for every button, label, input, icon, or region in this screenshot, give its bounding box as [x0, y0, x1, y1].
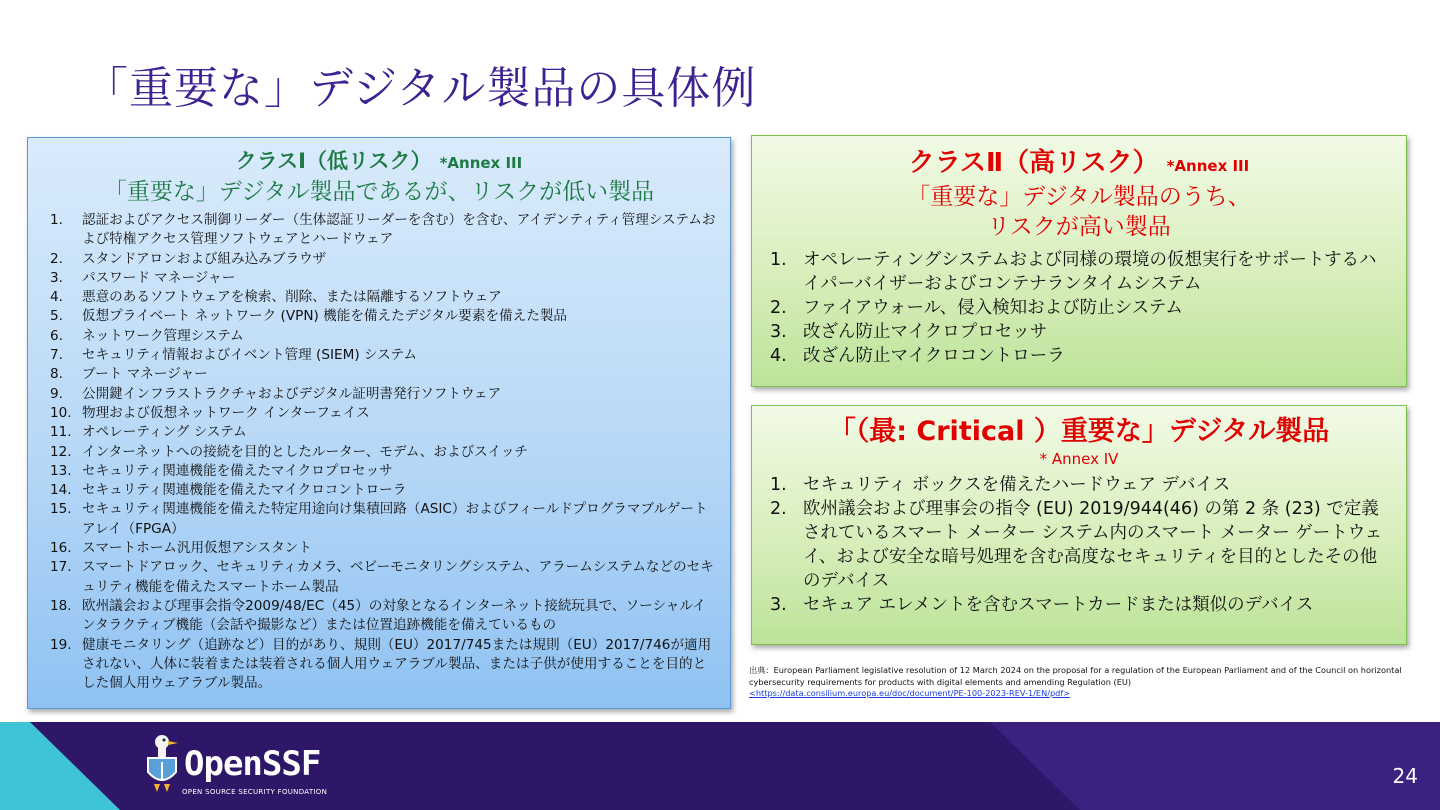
list-item	[50, 365, 718, 384]
list-item-number: 4.	[770, 346, 787, 366]
list-item	[50, 423, 718, 442]
class2-panel	[751, 135, 1407, 387]
class1-heading	[28, 148, 730, 176]
list-item	[50, 636, 718, 694]
list-item-number: 11.	[50, 424, 72, 441]
list-item-text: 悪意のあるソフトウェアを検索、削除、または隔離するソフトウェア	[82, 289, 502, 306]
list-item-number: 5.	[50, 308, 63, 325]
list-item-number: 2.	[770, 499, 787, 519]
list-item-text: 認証およびアクセス制御リーダー（生体認証リーダーを含む）を含む、アイデンティティ管理システムおよび特権アクセス管理ソフトウェアとハードウェア	[82, 212, 716, 248]
list-item-text: 改ざん防止マイクロコントローラ	[803, 346, 1065, 366]
list-item-text: スマートホーム汎用仮想アシスタント	[82, 540, 312, 557]
list-item	[770, 248, 1390, 296]
list-item-number: 3.	[770, 322, 787, 342]
list-item-number: 13.	[50, 462, 72, 479]
list-item	[50, 288, 718, 307]
list-item	[770, 593, 1390, 617]
page-number: 24	[1392, 764, 1418, 788]
list-item	[50, 500, 718, 539]
list-item-text: ファイアウォール、侵入検知および防止システム	[803, 298, 1183, 318]
list-item-text: セキュリティ ボックスを備えたハードウェア デバイス	[803, 475, 1231, 495]
list-item-text: 欧州議会および理事会の指令 (EU) 2019/944(46) の第 2 条 (23) で定義されているスマート メーター システム内のスマート メーター ゲートウェイ、および安全な暗号処理を含む高度なセキュリティを目的としたその他のデバイス	[803, 499, 1383, 591]
list-item-text: 物理および仮想ネットワーク インターフェイス	[82, 404, 370, 421]
logo-text: OpenSSF	[184, 744, 321, 784]
footer-bar	[0, 722, 1440, 810]
source-citation	[749, 665, 1409, 700]
list-item-text: 公開鍵インフラストラクチャおよびデジタル証明書発行ソフトウェア	[82, 385, 502, 402]
list-item-number: 19.	[50, 636, 72, 653]
list-item-number: 9.	[50, 385, 63, 402]
list-item	[50, 211, 718, 250]
list-item	[770, 296, 1390, 320]
list-item-text: 改ざん防止マイクロプロセッサ	[803, 322, 1048, 342]
list-item	[50, 269, 718, 288]
list-item	[770, 320, 1390, 344]
class1-list	[28, 211, 730, 693]
list-item	[50, 404, 718, 423]
list-item-text: ネットワーク管理システム	[82, 327, 244, 344]
list-item	[50, 327, 718, 346]
list-item-number: 1.	[770, 250, 787, 270]
list-item-text: オペレーティング システム	[82, 424, 247, 441]
list-item-text: ブート マネージャー	[82, 366, 208, 383]
list-item-number: 2.	[50, 250, 63, 267]
list-item	[770, 344, 1390, 368]
openssf-goose-logo-icon	[142, 732, 182, 794]
list-item-text: セキュリティ関連機能を備えたマイクロプロセッサ	[82, 462, 393, 479]
list-item	[50, 307, 718, 326]
list-item-text: パスワード マネージャー	[82, 269, 236, 286]
list-item-number: 1.	[770, 475, 787, 495]
class2-heading-text: クラスⅡ（高リスク）	[908, 148, 1159, 178]
list-item-number: 7.	[50, 347, 63, 364]
critical-panel	[751, 405, 1407, 645]
list-item	[50, 597, 718, 636]
list-item-text: オペレーティングシステムおよび同様の環境の仮想実行をサポートするハイパーバイザーおよびコンテナランタイムシステム	[803, 250, 1377, 294]
list-item	[50, 481, 718, 500]
list-item-number: 14.	[50, 482, 72, 499]
class2-heading	[752, 147, 1406, 182]
class1-panel	[27, 137, 731, 709]
class2-annex: *Annex III	[1166, 157, 1250, 175]
list-item	[770, 473, 1390, 497]
list-item-number: 16.	[50, 540, 72, 557]
class1-annex: *Annex III	[439, 154, 523, 172]
list-item-text: スマートドアロック、セキュリティカメラ、ベビーモニタリングシステム、アラームシステムなどのセキュリティ機能を備えたスマートホーム製品	[82, 559, 714, 595]
list-item-number: 17.	[50, 559, 72, 576]
list-item-text: スタンドアロンおよび組み込みブラウザ	[82, 250, 327, 267]
list-item-number: 10.	[50, 404, 72, 421]
list-item	[50, 250, 718, 269]
list-item-number: 15.	[50, 501, 72, 518]
list-item	[770, 497, 1390, 593]
list-item-text: インターネットへの接続を目的としたルーター、モデム、およびスイッチ	[82, 443, 529, 460]
page-title: 「重要な」デジタル製品の具体例	[84, 63, 757, 114]
list-item-text: セキュリティ関連機能を備えたマイクロコントローラ	[82, 482, 407, 499]
list-item-text: セキュア エレメントを含むスマートカードまたは類似のデバイス	[803, 595, 1314, 615]
list-item-text: 健康モニタリング（追跡など）目的があり、規則（EU）2017/745または規則（EU）2017/746が適用されない、人体に装着または装着される個人用ウェアラブル製品、または子供が使用することを目的とした個人用ウェアラブル製品。	[82, 636, 712, 692]
list-item-text: セキュリティ情報およびイベント管理 (SIEM) システム	[82, 347, 417, 364]
list-item	[50, 385, 718, 404]
list-item-number: 18.	[50, 597, 72, 614]
list-item	[50, 558, 718, 597]
list-item-text: 欧州議会および理事会指令2009/48/EC（45）の対象となるインターネット接続玩具で、ソーシャルインタラクティブ機能（会話や撮影など）または位置追跡機能を備えているもの	[82, 597, 706, 634]
list-item-number: 6.	[50, 327, 63, 344]
list-item	[50, 539, 718, 558]
class2-subtitle-line1: 「重要な」デジタル製品のうち、	[907, 184, 1251, 210]
list-item	[50, 443, 718, 462]
list-item-text: 仮想プライベート ネットワーク (VPN) 機能を備えたデジタル要素を備えた製品	[82, 308, 568, 325]
critical-list	[752, 473, 1406, 617]
critical-heading: 「（最: Critical ）重要な」デジタル製品	[828, 416, 1330, 447]
class2-subtitle-line2: リスクが高い製品	[987, 214, 1171, 240]
list-item-text: セキュリティ関連機能を備えた特定用途向け集積回路（ASIC）およびフィールドプログラマブルゲートアレイ（FPGA）	[82, 501, 708, 537]
source-link[interactable]: <https://data.consilium.europa.eu/doc/document/PE-100-2023-REV-1/EN/pdf>	[749, 688, 1071, 698]
list-item-number: 4.	[50, 289, 63, 306]
logo-subtitle: OPEN SOURCE SECURITY FOUNDATION	[182, 788, 328, 796]
list-item-number: 12.	[50, 443, 72, 460]
class2-list	[752, 248, 1406, 368]
list-item-number: 2.	[770, 298, 787, 318]
critical-annex: * Annex IV	[1039, 450, 1119, 468]
list-item-number: 3.	[50, 269, 63, 286]
list-item	[50, 462, 718, 481]
list-item-number: 3.	[770, 595, 787, 615]
class1-subtitle: 「重要な」デジタル製品であるが、リスクが低い製品	[103, 179, 655, 205]
class1-heading-text: クラスⅠ（低リスク）	[235, 149, 432, 173]
list-item-number: 8.	[50, 366, 63, 383]
list-item	[50, 346, 718, 365]
source-text: 出典：European Parliament legislative resolution of 12 March 2024 on the proposal for a regulation of the European Parliament and of the Council on horizontal cybersecurity requirements for products with digital elements and amending Regulation (EU)	[749, 665, 1402, 687]
list-item-number: 1.	[50, 212, 63, 228]
